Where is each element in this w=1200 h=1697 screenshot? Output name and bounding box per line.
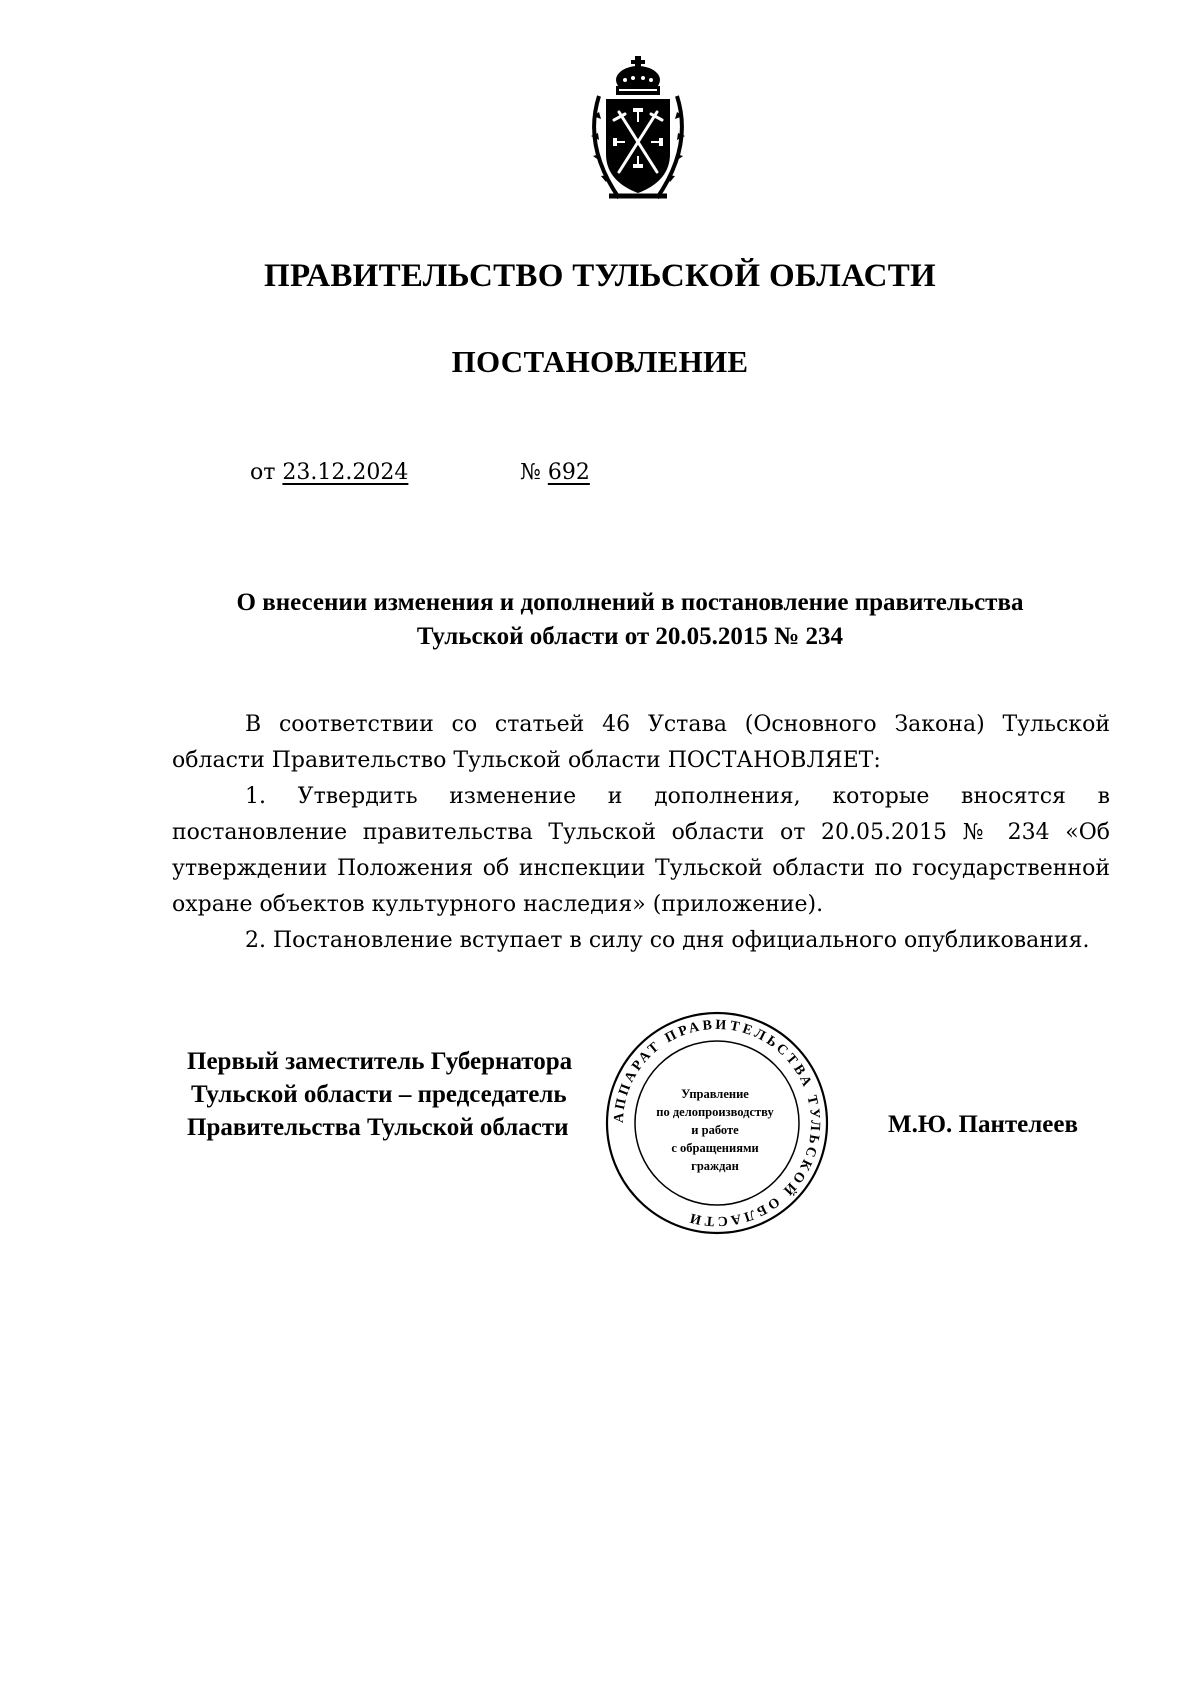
crown-icon xyxy=(616,56,660,95)
signer-position-line-1: Первый заместитель Губернатора xyxy=(187,1048,573,1075)
document-date xyxy=(250,460,408,485)
document-subject xyxy=(160,586,1100,654)
document-type-title: ПОСТАНОВЛЕНИЕ xyxy=(451,344,749,379)
subject-line-2: Тульской области от 20.05.2015 № 234 xyxy=(416,623,844,650)
number-prefix: № xyxy=(520,460,541,485)
signer-position-line-2: Тульской области – председатель xyxy=(191,1081,567,1108)
organization-title: ПРАВИТЕЛЬСТВО ТУЛЬСКОЙ ОБЛАСТИ xyxy=(264,258,936,294)
item-2-paragraph: 2. Постановление вступает в силу со дня официального опубликования. xyxy=(245,928,1090,953)
document-body xyxy=(172,707,1110,959)
preamble-paragraph: В соответствии со статьей 46 Устава (Основного Закона) Тульской области Правительство Тульской области ПОСТАНОВЛЯЕТ: xyxy=(172,712,1110,773)
seal-inner-line-3: и работе xyxy=(691,1123,739,1137)
date-prefix: от xyxy=(250,460,276,485)
seal-inner-line-4: с обращениями xyxy=(671,1141,759,1155)
item-1-paragraph: 1. Утвердить изменение и дополнения, которые вносятся в постановление правительства Тульской области от 20.05.2015 № 234 «Об утверждении Положения об инспекции Тульской области по государственной охране объектов культурного наследия» (приложение). xyxy=(172,784,1110,917)
date-value: 23.12.2024 xyxy=(282,460,409,485)
coat-of-arms-emblem xyxy=(583,56,693,206)
number-value: 692 xyxy=(547,460,590,485)
seal-inner-line-2: по делопроизводству xyxy=(656,1105,774,1119)
seal-inner-line-5: граждан xyxy=(691,1159,739,1173)
document-number xyxy=(520,460,590,485)
signer-position-line-3: Правительства Тульской области xyxy=(187,1114,569,1141)
seal-outer-text: АППАРАТ ПРАВИТЕЛЬСТВА ТУЛЬСКОЙ ОБЛАСТИ xyxy=(611,1017,823,1229)
official-seal-stamp xyxy=(598,1008,836,1238)
subject-line-1: О внесении изменения и дополнений в постановление правительства xyxy=(236,589,1024,616)
signer-name: М.Ю. Пантелеев xyxy=(888,1111,1078,1138)
seal-inner-line-1: Управление xyxy=(681,1087,749,1101)
signer-position xyxy=(187,1045,572,1144)
